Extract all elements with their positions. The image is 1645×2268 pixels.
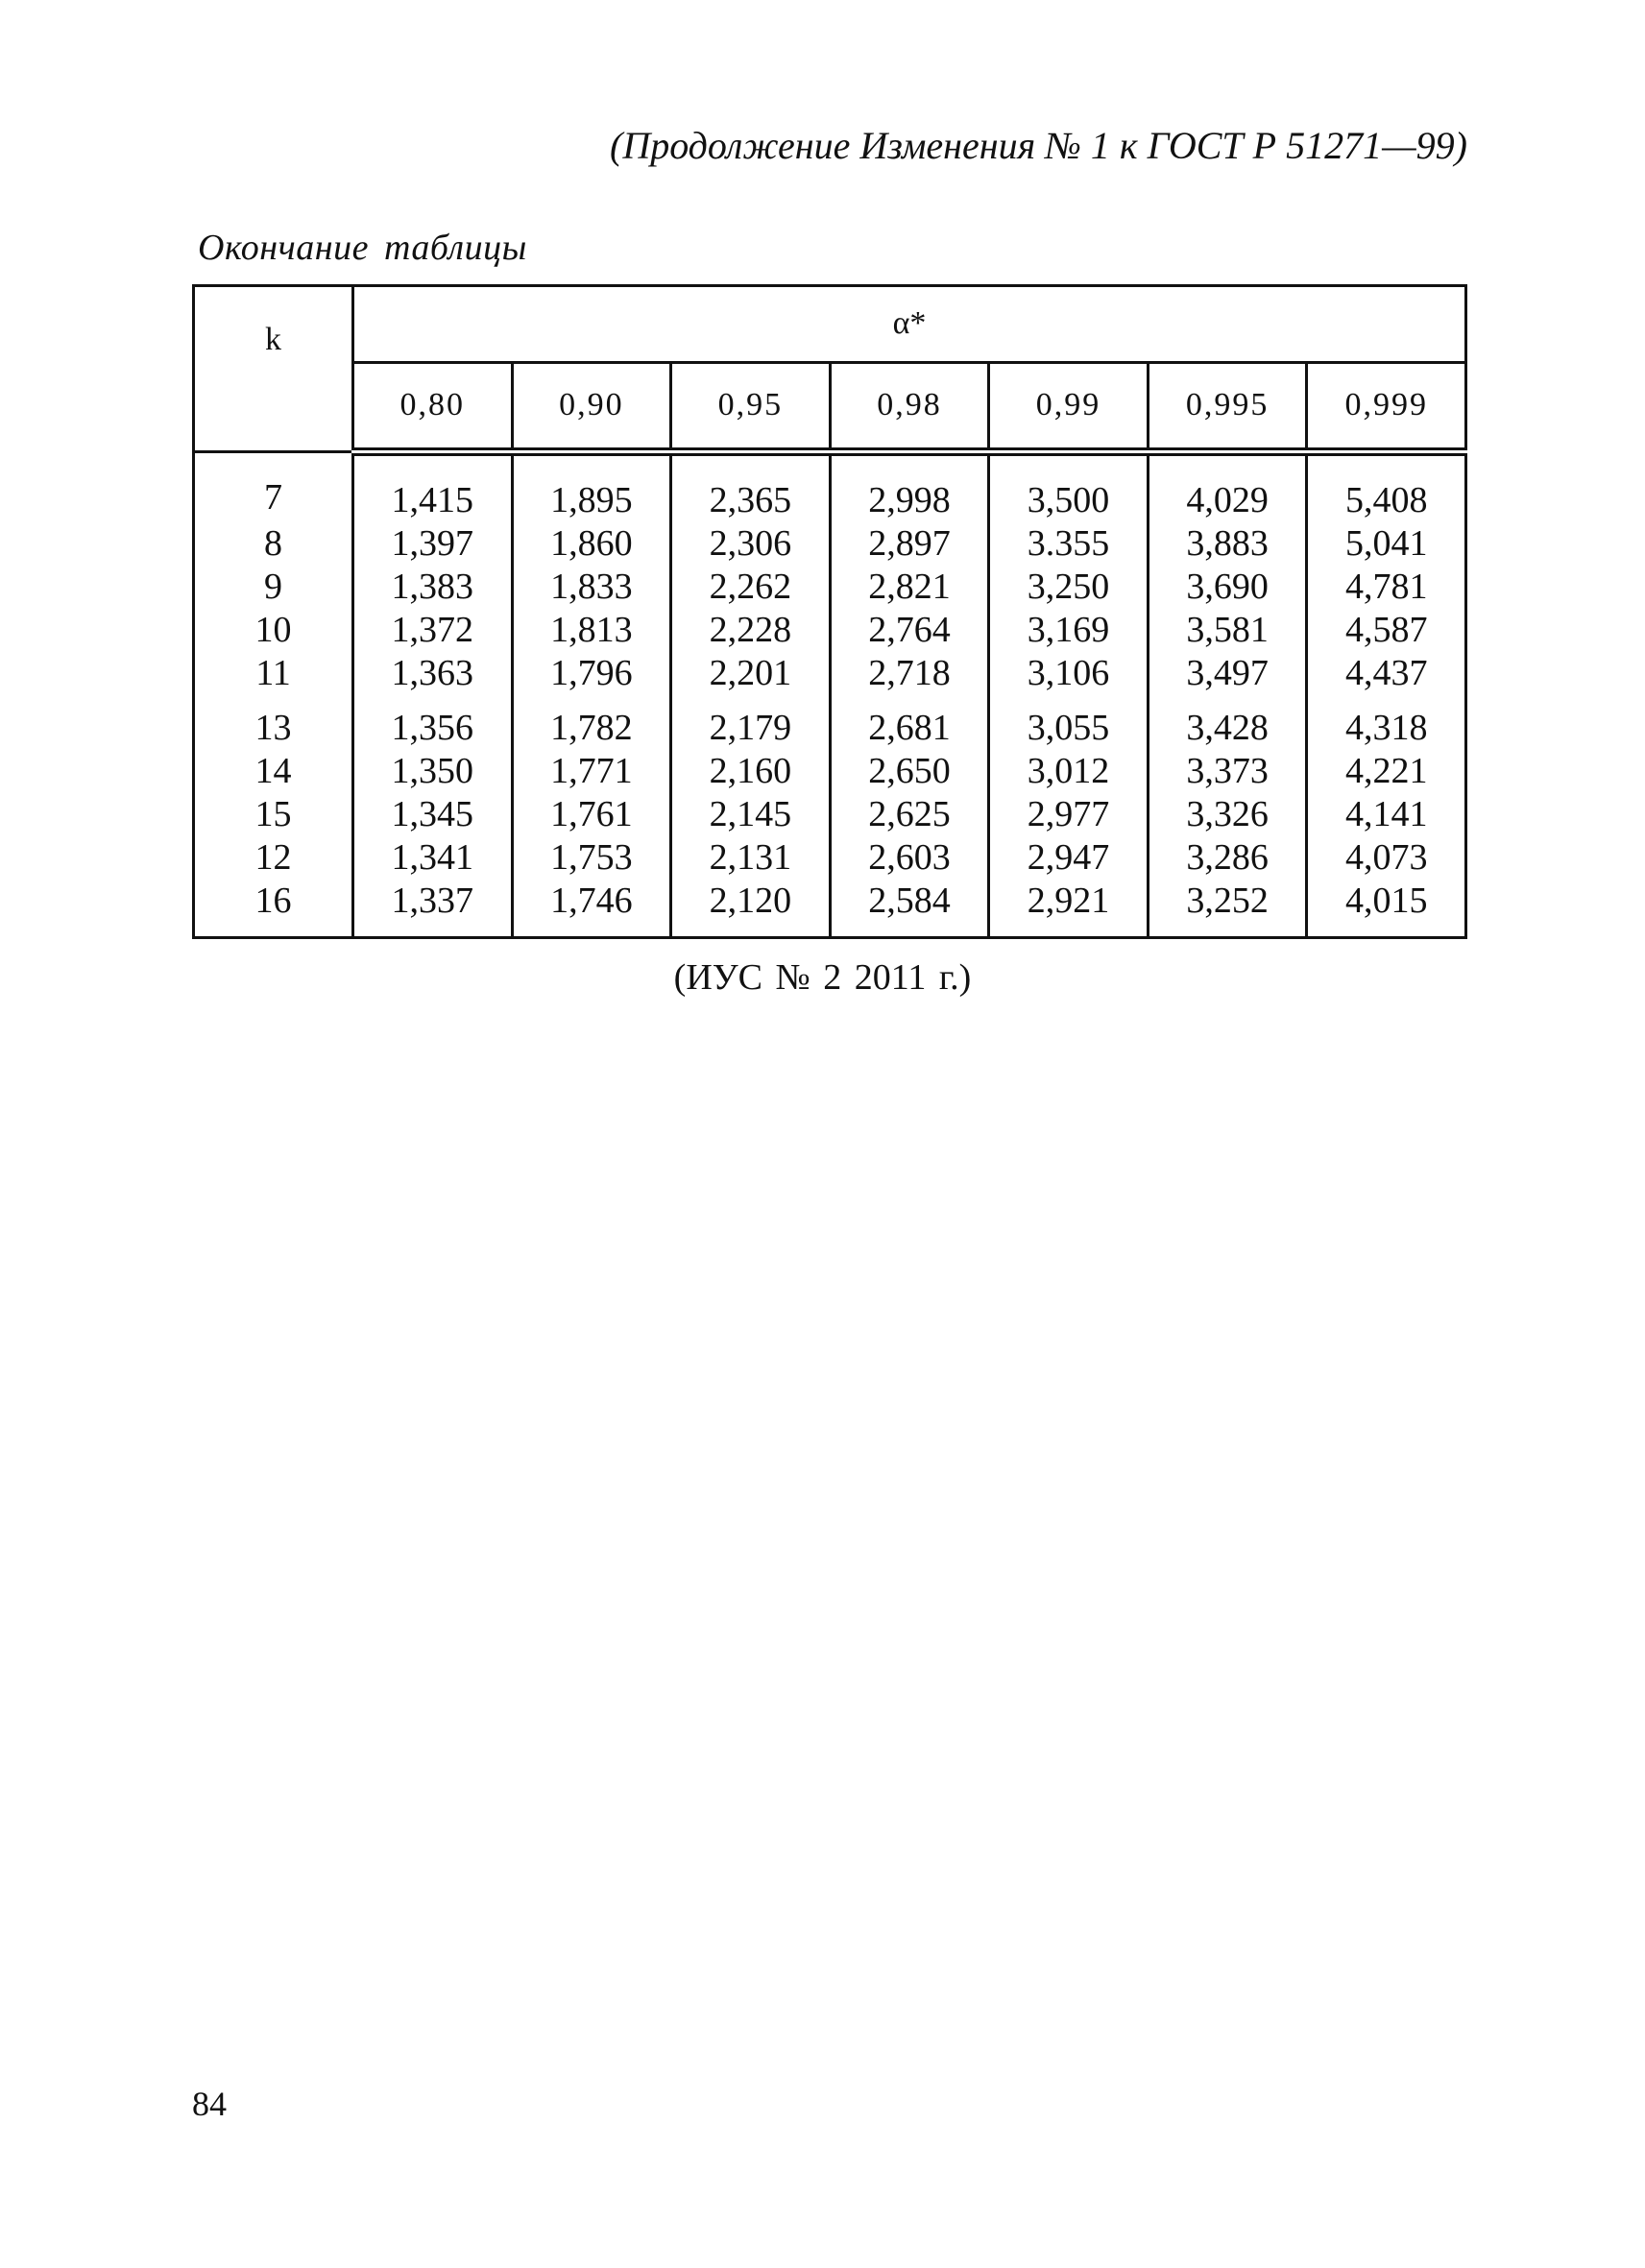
value-cell: 2,365: [671, 452, 831, 523]
value-cell: 1,383: [353, 566, 513, 609]
value-cell: 2,179: [671, 695, 831, 750]
k-cell: 13: [194, 695, 353, 750]
running-header: (Продолжение Изменения № 1 к ГОСТ Р 51271—99): [610, 124, 1467, 167]
value-cell: 1,337: [353, 880, 513, 938]
value-cell: 2,625: [830, 793, 989, 836]
value-cell: 2,262: [671, 566, 831, 609]
page-number: 84: [192, 2085, 227, 2123]
k-cell: 14: [194, 750, 353, 793]
value-cell: 3,250: [989, 566, 1149, 609]
value-cell: 1,363: [353, 652, 513, 695]
value-cell: 2,306: [671, 522, 831, 566]
value-cell: 2,201: [671, 652, 831, 695]
value-cell: 3,326: [1148, 793, 1307, 836]
value-cell: 3,428: [1148, 695, 1307, 750]
data-table: [192, 284, 1467, 939]
k-cell: 9: [194, 566, 353, 609]
footnote: (ИУС № 2 2011 г.): [673, 957, 972, 998]
value-cell: 2,603: [830, 836, 989, 880]
value-cell: 1,372: [353, 609, 513, 652]
table-row: [194, 609, 1466, 652]
value-cell: 1,345: [353, 793, 513, 836]
level-header-1: 0,90: [512, 362, 671, 451]
value-cell: 3,373: [1148, 750, 1307, 793]
value-cell: 2,764: [830, 609, 989, 652]
value-cell: 2,977: [989, 793, 1149, 836]
value-cell: 1,782: [512, 695, 671, 750]
value-cell: 3.355: [989, 522, 1149, 566]
k-cell: 12: [194, 836, 353, 880]
table-row: [194, 880, 1466, 938]
value-cell: 5,041: [1307, 522, 1466, 566]
value-cell: 1,350: [353, 750, 513, 793]
value-cell: 4,073: [1307, 836, 1466, 880]
value-cell: 2,897: [830, 522, 989, 566]
value-cell: 1,415: [353, 452, 513, 523]
value-cell: 2,584: [830, 880, 989, 938]
table-row: [194, 836, 1466, 880]
table-container: [192, 284, 1467, 939]
level-header-6: 0,999: [1307, 362, 1466, 451]
value-cell: 2,718: [830, 652, 989, 695]
value-cell: 3,690: [1148, 566, 1307, 609]
value-cell: 3,286: [1148, 836, 1307, 880]
table-row: [194, 793, 1466, 836]
value-cell: 3,106: [989, 652, 1149, 695]
value-cell: 1,860: [512, 522, 671, 566]
value-cell: 2,681: [830, 695, 989, 750]
value-cell: 2,947: [989, 836, 1149, 880]
value-cell: 2,650: [830, 750, 989, 793]
table-row: [194, 750, 1466, 793]
value-cell: 4,221: [1307, 750, 1466, 793]
value-cell: 3,012: [989, 750, 1149, 793]
value-cell: 2,120: [671, 880, 831, 938]
value-cell: 3,500: [989, 452, 1149, 523]
value-cell: 3,883: [1148, 522, 1307, 566]
table-body: [194, 452, 1466, 938]
value-cell: 2,145: [671, 793, 831, 836]
k-cell: 10: [194, 609, 353, 652]
table-row: [194, 695, 1466, 750]
value-cell: 1,746: [512, 880, 671, 938]
value-cell: 3,252: [1148, 880, 1307, 938]
value-cell: 4,318: [1307, 695, 1466, 750]
value-cell: 3,055: [989, 695, 1149, 750]
value-cell: 1,397: [353, 522, 513, 566]
value-cell: 2,131: [671, 836, 831, 880]
value-cell: 4,587: [1307, 609, 1466, 652]
value-cell: 2,821: [830, 566, 989, 609]
k-cell: 11: [194, 652, 353, 695]
level-header-0: 0,80: [353, 362, 513, 451]
value-cell: 3,169: [989, 609, 1149, 652]
value-cell: 1,753: [512, 836, 671, 880]
value-cell: 3,581: [1148, 609, 1307, 652]
value-cell: 2,921: [989, 880, 1149, 938]
k-cell: 15: [194, 793, 353, 836]
table-row: [194, 566, 1466, 609]
value-cell: 1,771: [512, 750, 671, 793]
value-cell: 1,833: [512, 566, 671, 609]
value-cell: 4,141: [1307, 793, 1466, 836]
k-cell: 8: [194, 522, 353, 566]
value-cell: 4,029: [1148, 452, 1307, 523]
value-cell: 1,813: [512, 609, 671, 652]
level-header-4: 0,99: [989, 362, 1149, 451]
level-header-3: 0,98: [830, 362, 989, 451]
value-cell: 3,497: [1148, 652, 1307, 695]
value-cell: 2,998: [830, 452, 989, 523]
value-cell: 1,341: [353, 836, 513, 880]
value-cell: 4,781: [1307, 566, 1466, 609]
value-cell: 1,796: [512, 652, 671, 695]
table-row: [194, 452, 1466, 523]
k-cell: 7: [194, 452, 353, 523]
table-row: [194, 652, 1466, 695]
k-column-header: k: [194, 286, 353, 452]
level-header-5: 0,995: [1148, 362, 1307, 451]
alpha-header: α*: [353, 286, 1466, 363]
value-cell: 5,408: [1307, 452, 1466, 523]
k-cell: 16: [194, 880, 353, 938]
table-row: [194, 522, 1466, 566]
value-cell: 1,895: [512, 452, 671, 523]
value-cell: 2,228: [671, 609, 831, 652]
table-caption: Окончание таблицы: [198, 228, 527, 268]
level-header-2: 0,95: [671, 362, 831, 451]
value-cell: 1,761: [512, 793, 671, 836]
value-cell: 4,015: [1307, 880, 1466, 938]
value-cell: 1,356: [353, 695, 513, 750]
value-cell: 2,160: [671, 750, 831, 793]
value-cell: 4,437: [1307, 652, 1466, 695]
